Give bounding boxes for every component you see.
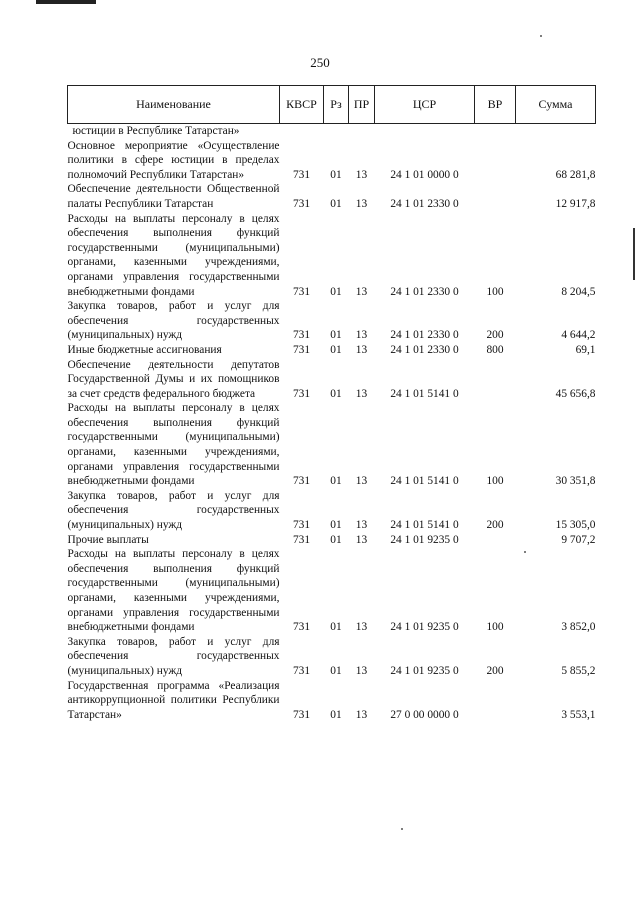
row-name: Закупка товаров, работ и услуг для обеспечения государственных (муниципальных) нужд bbox=[67, 300, 280, 342]
row-pr: 13 bbox=[355, 519, 368, 532]
header-name: Наименование bbox=[68, 86, 280, 124]
row-name: Обеспечение деятельности Общественной палаты Республики Татарстан bbox=[67, 183, 280, 210]
row-amount: 3 852,0 bbox=[561, 621, 596, 634]
row-vr bbox=[475, 533, 516, 548]
table-row bbox=[68, 343, 596, 358]
header-kvsr: КВСР bbox=[280, 86, 324, 124]
row-csr: 24 1 01 2330 0 bbox=[390, 329, 459, 342]
row-vr bbox=[475, 139, 516, 183]
row-kvsr: 731 bbox=[292, 708, 311, 721]
row-pr: 13 bbox=[355, 329, 368, 342]
scan-speck bbox=[540, 35, 542, 37]
row-amount: 45 656,8 bbox=[555, 387, 596, 400]
row-amount: 68 281,8 bbox=[555, 168, 596, 181]
row-name: Расходы на выплаты персоналу в целях обеспечения выполнения функций государственными (муниципальными) органами, казенными учреждениями, органами управления государственными внебюджетными фондами bbox=[67, 212, 280, 298]
row-csr: 24 1 01 9235 0 bbox=[390, 664, 459, 677]
row-amount: 30 351,8 bbox=[555, 475, 596, 488]
row-rz: 01 bbox=[330, 197, 342, 210]
row-vr: 100 bbox=[486, 621, 504, 634]
row-rz: 01 bbox=[330, 343, 342, 356]
row-rz: 01 bbox=[330, 475, 342, 488]
table-row bbox=[68, 182, 596, 211]
row-vr bbox=[475, 358, 516, 402]
row-rz: 01 bbox=[330, 168, 342, 181]
header-amount: Сумма bbox=[516, 86, 596, 124]
table-row bbox=[68, 401, 596, 489]
row-csr: 24 1 01 5141 0 bbox=[390, 475, 459, 488]
continuation-row bbox=[68, 124, 596, 139]
table-row bbox=[68, 489, 596, 533]
row-csr: 24 1 01 5141 0 bbox=[390, 387, 459, 400]
row-vr: 100 bbox=[486, 285, 504, 298]
row-pr: 13 bbox=[355, 387, 368, 400]
row-pr: 13 bbox=[355, 168, 368, 181]
row-kvsr: 731 bbox=[292, 285, 311, 298]
row-amount: 5 855,2 bbox=[561, 664, 596, 677]
row-rz: 01 bbox=[330, 708, 342, 721]
row-rz: 01 bbox=[330, 621, 342, 634]
row-kvsr: 731 bbox=[292, 329, 311, 342]
scan-top-rule bbox=[36, 0, 96, 4]
row-name: Расходы на выплаты персоналу в целях обеспечения выполнения функций государственными (муниципальными) органами, казенными учреждениями, органами управления государственными внебюджетными фондами bbox=[67, 402, 280, 488]
row-vr: 200 bbox=[486, 664, 504, 677]
row-pr: 13 bbox=[355, 533, 368, 546]
row-pr: 13 bbox=[355, 285, 368, 298]
row-csr: 27 0 00 0000 0 bbox=[390, 708, 459, 721]
row-pr: 13 bbox=[355, 708, 368, 721]
row-pr: 13 bbox=[355, 475, 368, 488]
row-kvsr: 731 bbox=[292, 664, 311, 677]
row-kvsr: 731 bbox=[292, 387, 311, 400]
continuation-text: юстиции в Республике Татарстан» bbox=[72, 125, 240, 137]
row-kvsr: 731 bbox=[292, 621, 311, 634]
row-rz: 01 bbox=[330, 533, 342, 546]
page-number: 250 bbox=[310, 55, 330, 70]
row-amount: 15 305,0 bbox=[555, 519, 596, 532]
row-vr: 200 bbox=[486, 329, 504, 342]
row-kvsr: 731 bbox=[292, 475, 311, 488]
table-row bbox=[68, 679, 596, 723]
header-vr: ВР bbox=[475, 86, 516, 124]
header-pr: ПР bbox=[349, 86, 375, 124]
row-vr: 800 bbox=[486, 343, 504, 356]
row-vr: 100 bbox=[486, 475, 504, 488]
row-name: Закупка товаров, работ и услуг для обеспечения государственных (муниципальных) нужд bbox=[67, 489, 280, 532]
row-name: Государственная программа «Реализация антикоррупционной политики Республики Татарстан» bbox=[67, 679, 280, 721]
row-csr: 24 1 01 9235 0 bbox=[390, 533, 459, 546]
row-pr: 13 bbox=[355, 343, 368, 356]
scan-speck bbox=[401, 828, 403, 830]
row-pr: 13 bbox=[355, 664, 368, 677]
row-kvsr: 731 bbox=[292, 519, 311, 532]
row-pr: 13 bbox=[355, 197, 368, 210]
row-rz: 01 bbox=[330, 329, 342, 342]
row-rz: 01 bbox=[330, 519, 342, 532]
table-row bbox=[68, 635, 596, 679]
header-csr: ЦСР bbox=[375, 86, 475, 124]
row-pr: 13 bbox=[355, 621, 368, 634]
row-name: Обеспечение деятельности депутатов Государственной Думы и их помощников за счет средств федерального бюджета bbox=[67, 358, 280, 400]
row-amount: 3 553,1 bbox=[561, 708, 596, 721]
row-kvsr: 731 bbox=[292, 343, 311, 356]
row-amount: 4 644,2 bbox=[561, 329, 596, 342]
row-rz: 01 bbox=[330, 285, 342, 298]
table-row bbox=[68, 547, 596, 635]
table-header-row bbox=[68, 86, 596, 124]
row-rz: 01 bbox=[330, 664, 342, 677]
row-kvsr: 731 bbox=[292, 533, 311, 546]
table-row bbox=[68, 299, 596, 343]
row-amount: 12 917,8 bbox=[555, 197, 596, 210]
row-name: Прочие выплаты bbox=[67, 533, 149, 546]
scan-edge-mark bbox=[633, 228, 635, 280]
row-csr: 24 1 01 2330 0 bbox=[390, 285, 459, 298]
row-amount: 69,1 bbox=[575, 343, 596, 356]
row-name: Закупка товаров, работ и услуг для обеспечения государственных (муниципальных) нужд bbox=[67, 635, 280, 677]
row-csr: 24 1 01 2330 0 bbox=[390, 197, 459, 210]
row-name: Расходы на выплаты персоналу в целях обеспечения выполнения функций государственными (муниципальными) органами, казенными учреждениями, органами управления государственными внебюджетными фондами bbox=[67, 548, 280, 634]
row-amount: 9 707,2 bbox=[561, 533, 596, 546]
row-vr: 200 bbox=[486, 519, 504, 532]
row-name: Иные бюджетные ассигнования bbox=[67, 343, 222, 356]
row-csr: 24 1 01 5141 0 bbox=[390, 519, 459, 532]
row-name: Основное мероприятие «Осуществление политики в сфере юстиции в пределах полномочий Республики Татарстан» bbox=[67, 139, 280, 181]
table-row bbox=[68, 358, 596, 402]
row-vr bbox=[475, 679, 516, 723]
row-csr: 24 1 01 0000 0 bbox=[390, 168, 459, 181]
table-row bbox=[68, 139, 596, 183]
table-row bbox=[68, 212, 596, 300]
row-rz: 01 bbox=[330, 387, 342, 400]
row-csr: 24 1 01 9235 0 bbox=[390, 621, 459, 634]
table-row bbox=[68, 533, 596, 548]
header-rz: Рз bbox=[324, 86, 349, 124]
row-kvsr: 731 bbox=[292, 197, 311, 210]
row-kvsr: 731 bbox=[292, 168, 311, 181]
row-csr: 24 1 01 2330 0 bbox=[390, 343, 459, 356]
budget-table bbox=[67, 85, 596, 722]
row-vr bbox=[475, 182, 516, 211]
row-amount: 8 204,5 bbox=[561, 285, 596, 298]
